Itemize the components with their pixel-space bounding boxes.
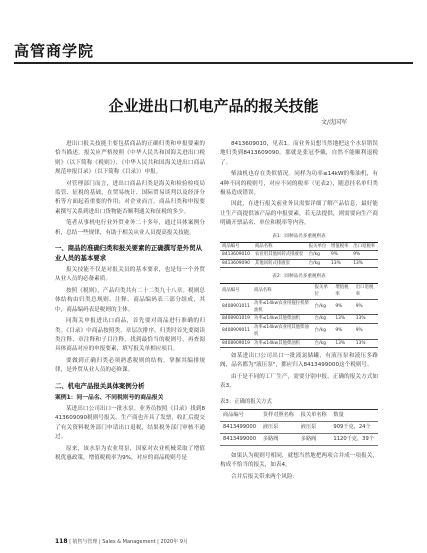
table-cell: 9% (351, 251, 378, 259)
article-author: 文/沈国军 (320, 119, 347, 126)
paragraph: 按照《税则》，产品归类共有二十二类九十八章。税则总体结构由归类总规则、注释、商品编码表三部分组成，其中，商品编码表是税则的主体。 (55, 287, 205, 313)
table-cell: 8408901011 (220, 299, 252, 315)
table-cell: 台/kg (313, 315, 334, 323)
paragraph: 原来，该水泵为农业用泵，国家对农业机械采取了增值税优惠政策，增值税税率为9%，对应的商品税则号是 (55, 445, 205, 461)
article-title: 企业进出口机电产品的报关技能 (108, 97, 319, 115)
top-band (0, 0, 427, 32)
table-cell: 液压泵 (298, 421, 331, 433)
table-header: 商品名称 (252, 283, 313, 299)
footer-text: | 销售与管理 | Sales & Management | 2020年 9月 (69, 539, 188, 545)
table-header: 数量 (330, 409, 378, 421)
table-header: 货样对照名称 (260, 409, 298, 421)
table-row (220, 433, 378, 445)
paragraph: 要做到正确归类必须熟悉税则的结构，掌握其编排规律，是外贸从业人员的必修课。 (55, 357, 205, 374)
table-cell: 多路阀 (260, 433, 298, 445)
paragraph: 某进出口公司出口一批水泵。业务员按照《目录》找到8413609090税则号报关，生产商也开具了发票，收汇后提交了有关资料税务部门申请出口退税，结果税务部门审核不通过。 (55, 405, 205, 441)
paragraph: 如某进出口公司出口一批液氮储罐，有液压泵和液压多路阀，品名都为"液压泵"，都应归入8413499000这个税则号。 (220, 352, 378, 369)
table-header: 报关单位 (307, 243, 329, 251)
table-row (220, 323, 378, 339)
table-header: 报关单位 (313, 283, 334, 299)
table-cell: 8413499000 (220, 433, 260, 445)
paragraph: 对管理部门而言，进出口商品归类是海关和检验检疫局监管、征税的基础，在贸易统计、国际贸易谈判以及经济分析等方面起着重要的作用；对企业而言，商品归类和申报要素撰写关系到进出口货物能否顺利通关和征税的多少。 (55, 180, 205, 215)
section-rule (14, 62, 413, 64)
table-cell: 台/kg (307, 259, 329, 267)
table-cell: 农业用其他回转式排液泵 (253, 251, 307, 259)
table-cell: 液压泵 (260, 421, 298, 433)
table-cell: 13% (333, 315, 353, 323)
table-cell: 8413609010 (220, 251, 253, 259)
table-row (220, 421, 378, 433)
table-caption: 表2：同种品名多重税则表 (272, 274, 326, 280)
table-row (220, 315, 378, 323)
table-cell: 9% (354, 323, 378, 339)
table-cell: 13% (354, 315, 378, 323)
paragraph: 由于是不同的工厂生产，需要分别申报，正确的报关方式如表3。 (220, 373, 378, 390)
table-cell: 台/kg (313, 299, 334, 315)
table-cell: 9% (333, 299, 353, 315)
table-cell: 9% (354, 299, 378, 315)
table-cell: 其他回转式排液泵 (253, 259, 307, 267)
table-cell: 9% (333, 323, 353, 339)
table-header: 商品编号 (220, 243, 253, 251)
table-row (220, 299, 378, 315)
table-header: 出口退税率 (354, 283, 378, 299)
table-header: 出口退税率 (351, 243, 378, 251)
paragraph: 如果认为税则号相同，就想当然地把两项合并成一项报关，构成不恰当的报关，如表4。 (220, 452, 378, 469)
table-caption: 表1：同种品名多重税则表 (272, 233, 326, 239)
paragraph: 因此，在进行报关前业务员需要详细了解产品信息，最好能让生产商提供该产品的申报要素，若无法提供，则需要向生产商明确开票品名、单位和税率等内容。 (220, 201, 378, 227)
table-caption: 表3：正确的报关方式 (220, 398, 272, 405)
table-cell: 909千克，24个 (330, 421, 378, 433)
paragraph: 合并后报关带来两个风险： (231, 473, 299, 480)
table-cell: 8408901019 (222, 316, 250, 322)
table-cell: 台/kg (313, 339, 334, 347)
paragraph: 同海关申报进出口商品，首先要对商品进行准确的归类。《目录》中商品按照类、章层次排序，归类时首先要阅读类注释、章注释和子目注释，找到最恰当的税则号，再查阅具体商品对应的申报要素，填写报关单相应项目。 (55, 318, 205, 353)
right-column (220, 140, 378, 484)
table-cell: 台/kg (307, 251, 329, 259)
table-cell: 功率≤14kw农业用拖拉机柴油机 (252, 299, 313, 315)
table-cell: 8408909019 (222, 340, 250, 346)
left-column (55, 140, 205, 465)
table-header: 增值税率 (329, 243, 351, 251)
table-row (220, 259, 378, 267)
table-header: 商品编号 (220, 283, 252, 299)
table-row (220, 339, 378, 347)
table-header: 商品编号 (220, 409, 260, 421)
table-cell: 13% (354, 339, 378, 347)
page-number: 118 (55, 538, 68, 545)
paragraph: 柴油机也存在类似情况。同样为功率≤14kW的柴油机，有4种不同的税则号，对应不同的税率（见表2），随意挂名单归类极易造成错误。 (220, 171, 378, 197)
table-3 (220, 409, 378, 446)
table-1 (220, 242, 378, 268)
table-cell: 功率≤14kw其他柴油机 (252, 315, 313, 323)
paragraph: 8413609010，见表1。而业务员想当然地把这个水泵错误地归类到8413609090。那就是张冠李戴，自然不能顺利退税了。 (220, 141, 378, 166)
paragraph: 笔者从事机电行业外贸业务二十多年，通过具体案例分析，总结一些规律，有助于相关从业人员提高报关技能。 (55, 220, 205, 236)
section-heading: 二、机电产品报关具体案例分析 (55, 381, 145, 390)
table-cell: 9% (329, 251, 351, 259)
table-cell: 8413499000 (220, 421, 260, 433)
table-header: 报关单名称 (298, 409, 331, 421)
table-cell: 13% (333, 339, 353, 347)
table-row (220, 251, 378, 259)
table-cell: 多路阀 (298, 433, 331, 445)
table-cell: 13% (329, 259, 351, 267)
section-heading: 一、商品的准确归类和报关要素的正确撰写是外贸从业人员的基本要求 (55, 244, 202, 263)
table-header: 增值税率 (333, 283, 353, 299)
paragraph: 报关技能不仅是对报关员的基本要求，也是每一个外贸从业人员的必备素质。 (55, 267, 205, 283)
section-title: 高管商学院 (14, 42, 95, 60)
table-cell: 功率≤14kw其他柴油机 (252, 339, 313, 347)
table-header: 商品名称 (253, 243, 307, 251)
case-heading: 案例1：同一品名、不同税则号的商品报关 (55, 394, 164, 401)
table-cell: 功率≤14kw农业用其他柴油机 (252, 323, 313, 339)
table-cell: 台/kg (313, 323, 334, 339)
page-footer (55, 538, 188, 545)
table-2 (220, 283, 378, 348)
table-cell: 1120千克，39个 (330, 433, 378, 445)
table-cell: 8413609090 (220, 259, 253, 267)
table-cell: 8408909011 (220, 323, 252, 339)
table-cell: 13% (351, 259, 378, 267)
paragraph: 进出口报关技能主要包括商品的正确归类和申报要素的恰当描述。报关应严格按照《中华人民共和国海关进出口税则》（以下简称《税则》）、《中华人民共和国海关进出口商品规范申报目录》（以下简称《目录》）申报。 (55, 141, 205, 176)
